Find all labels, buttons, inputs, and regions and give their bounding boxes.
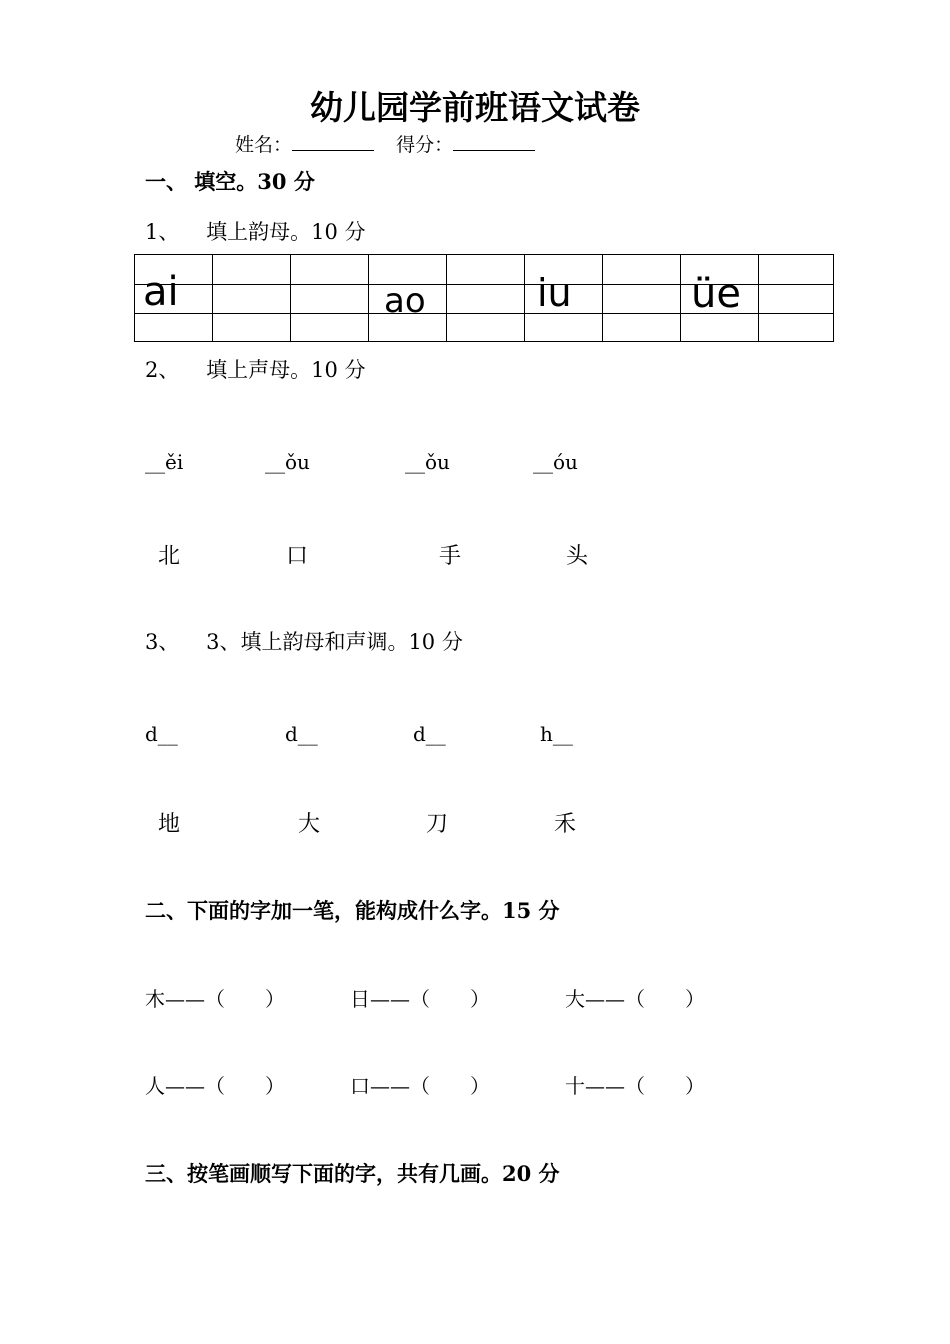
grid-cell[interactable] [213, 255, 291, 341]
pinyin-final: üe [691, 271, 741, 317]
hanzi-char: 北 [158, 544, 181, 569]
hanzi-char: 刀 [426, 812, 449, 837]
q2-line [145, 354, 365, 384]
pinyin-writing-grid [134, 254, 834, 342]
q1-text: 填上韵母。10 分 [206, 220, 366, 244]
shengmu-blank[interactable]: __ǒu [405, 450, 450, 474]
shengmu-blank[interactable]: __óu [533, 450, 578, 474]
grid-cell[interactable] [603, 255, 681, 341]
name-blank[interactable] [292, 132, 374, 151]
shengmu-blank[interactable]: __ǒu [265, 450, 310, 474]
add-stroke-item[interactable]: 十——（ ） [565, 1074, 705, 1098]
add-stroke-item[interactable]: 人——（ ） [145, 1074, 285, 1098]
grid-cell[interactable] [291, 255, 369, 341]
q3-text: 3、填上韵母和声调。10 分 [206, 630, 463, 654]
add-stroke-item[interactable]: 木——（ ） [145, 987, 285, 1011]
q1-number: 1、 [145, 220, 180, 244]
grid-cell[interactable] [681, 255, 759, 341]
pinyin-final: ao [384, 281, 426, 321]
section2-heading: 二、下面的字加一笔，能构成什么字。15 分 [145, 898, 560, 923]
score-label: 得分： [396, 134, 454, 156]
hanzi-char: 禾 [554, 812, 577, 837]
q3-line [145, 626, 463, 656]
pinyin-final: ai [143, 269, 179, 315]
score-blank[interactable] [453, 132, 535, 151]
pinyin-final: iu [537, 271, 572, 315]
grid-cell[interactable] [135, 255, 213, 341]
add-stroke-item[interactable]: 日——（ ） [350, 987, 490, 1011]
add-stroke-item[interactable]: 大——（ ） [565, 987, 705, 1011]
q3-number: 3、 [145, 630, 180, 654]
grid-cell[interactable] [759, 255, 837, 341]
student-info [235, 130, 551, 157]
hanzi-char: 大 [298, 812, 321, 837]
section1-heading: 一、 填空。30 分 [145, 169, 315, 194]
yunmu-blank[interactable]: h__ [540, 722, 573, 746]
hanzi-char: 口 [286, 544, 309, 569]
grid-cell[interactable] [369, 255, 447, 341]
shengmu-blank[interactable]: __ěi [145, 450, 184, 474]
yunmu-blank[interactable]: d__ [413, 722, 446, 746]
hanzi-char: 手 [439, 544, 462, 569]
yunmu-blank[interactable]: d__ [285, 722, 318, 746]
add-stroke-item[interactable]: 口——（ ） [350, 1074, 490, 1098]
yunmu-blank[interactable]: d__ [145, 722, 178, 746]
hanzi-char: 地 [158, 812, 181, 837]
grid-cell[interactable] [447, 255, 525, 341]
page-title: 幼儿园学前班语文试卷 [310, 88, 640, 127]
section3-heading: 三、按笔画顺写下面的字，共有几画。20 分 [145, 1161, 560, 1186]
name-label: 姓名： [235, 134, 293, 156]
q2-text: 填上声母。10 分 [206, 358, 366, 382]
q2-number: 2、 [145, 358, 180, 382]
q1-line [145, 216, 365, 246]
grid-cell[interactable] [525, 255, 603, 341]
hanzi-char: 头 [566, 544, 589, 569]
